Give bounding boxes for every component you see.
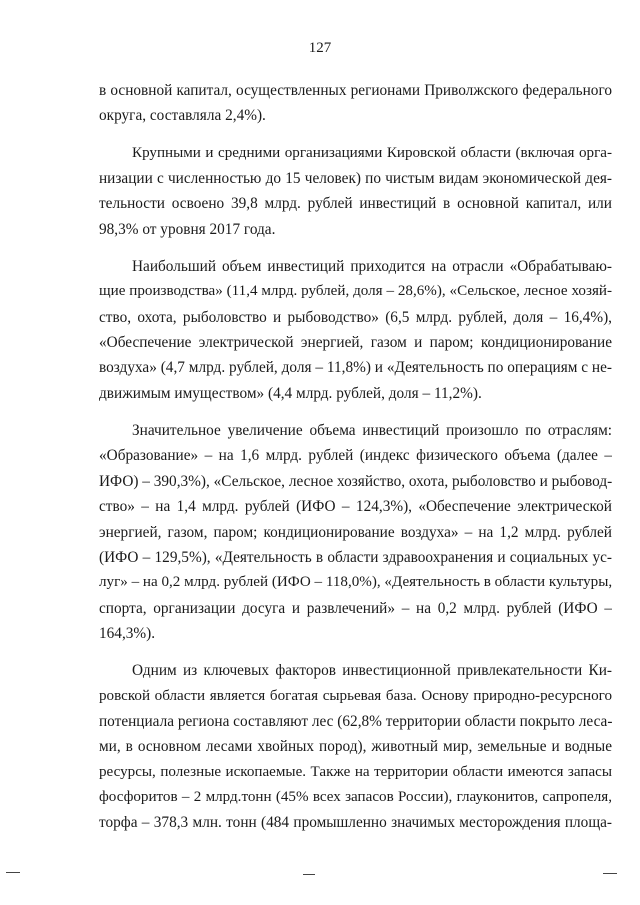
text-line: ми, в основном лесами хвойных пород), животный мир, земельные и водные (99, 738, 612, 756)
page-number: 127 (308, 40, 332, 56)
text-line: фосфоритов – 2 млрд.тонн (45% всех запасов России), глауконитов, сапропеля, (99, 788, 612, 805)
text-line: 98,3% от уровня 2017 года. (99, 220, 276, 238)
text-line: ресурсы, полезные ископаемые. Также на территории области имеются запасы (99, 763, 612, 780)
scan-mark-left (6, 872, 20, 873)
text-line: в основной капитал, осуществленных регионами Приволжского федерального (99, 82, 612, 99)
text-line: луг» – на 0,2 млрд. рублей (ИФО – 118,0%), «Деятельность в области культуры, (99, 574, 612, 591)
text-line: «Образование» – на 1,6 млрд. рублей (индекс физического объема (далее – (99, 447, 612, 465)
paragraph-first-line: Одним из ключевых факторов инвестиционной привлекательности Ки- (132, 662, 612, 680)
text-line: спорта, организации досуга и развлечений» – на 0,2 млрд. рублей (ИФО – (99, 599, 612, 617)
text-line: энергией, газом, паром; кондиционирование воздуха» – на 1,2 млрд. рублей (99, 523, 612, 541)
text-line: ровской области является богатая сырьевая база. Основу природно-ресурсного (99, 687, 612, 704)
document-body (99, 78, 612, 836)
text-line: (ИФО – 129,5%), «Деятельность в области здравоохранения и социальных ус- (99, 548, 612, 566)
text-line: 164,3%). (99, 624, 156, 642)
text-line: ство» – на 1,4 млрд. рублей (ИФО – 124,3%), «Обеспечение электрической (99, 498, 612, 516)
text-line: торфа – 378,3 млн. тонн (484 промышленно значимых месторождения площа- (99, 814, 612, 832)
paragraph-first-line: Наибольший объем инвестиций приходится на отрасли «Обрабатываю- (132, 258, 612, 276)
text-line: щие производства» (11,4 млрд. рублей, доля – 28,6%), «Сельское, лесное хозяй- (99, 283, 612, 300)
paragraph-first-line: Крупными и средними организациями Кировской области (включая орга- (132, 144, 612, 161)
text-line: воздуха» (4,7 млрд. рублей, доля – 11,8%) и «Деятельность по операциям с не- (99, 359, 612, 377)
text-line: движимым имуществом» (4,4 млрд. рублей, доля – 11,2%). (99, 384, 482, 402)
text-line: ство, охота, рыболовство и рыбоводство» (6,5 млрд. рублей, доля – 16,4%), (99, 308, 612, 326)
text-line: тельности освоено 39,8 млрд. рублей инвестиций в основной капитал, или (99, 195, 612, 213)
text-line: ИФО) – 390,3%), «Сельское, лесное хозяйство, охота, рыболовство и рыбовод- (99, 472, 612, 490)
text-line: низации с численностью до 15 человек) по чистым видам экономической дея- (99, 170, 612, 188)
scan-mark-right (603, 873, 617, 874)
scan-mark-center (303, 874, 315, 875)
paragraph-first-line: Значительное увеличение объема инвестиций произошло по отраслям: (132, 422, 612, 440)
text-line: «Обеспечение электрической энергией, газом и паром; кондиционирование (99, 334, 612, 352)
text-line: округа, составляла 2,4%). (99, 107, 266, 125)
text-line: потенциала региона составляют лес (62,8% территории области покрыто леса- (99, 712, 612, 730)
